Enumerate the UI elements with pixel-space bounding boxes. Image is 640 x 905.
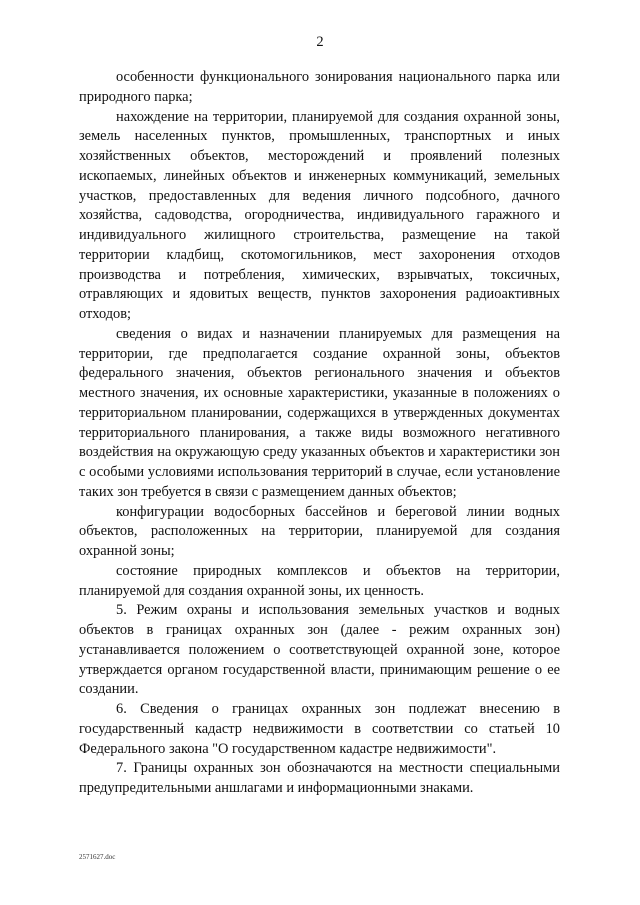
paragraph-water-basins: конфигурации водосборных бассейнов и береговой линии водных объектов, расположенных на территории, планируемой для создания охранной зоны; <box>79 503 560 559</box>
paragraph-clause-5: 5. Режим охраны и использования земельных участков и водных объектов в границах охранных зон (далее - режим охранных зон) устанавливается положением о соответствующей охранной зоне, которое утверждается органом государственной власти, принимающим решение о ее создании. <box>79 602 560 698</box>
paragraph-planned-objects: сведения о видах и назначении планируемых для размещения на территории, где предполагается создание охранной зоны, объектов федерального значения, объектов регионального значения и объектов местного значения, их основные характеристики, указанные в положениях о территориальном планировании, содержащихся в утвержденных документах территориального планирования, а также виды возможного негативного воздействия на окружающую среду указанных объектов и характеристики зон с особыми условиями использования территорий в случае, если установление таких зон требуется в связи с размещением данных объектов; <box>79 325 560 500</box>
document-body <box>79 68 560 799</box>
paragraph-zoning-features: особенности функционального зонирования национального парка или природного парка; <box>79 69 560 105</box>
paragraph-natural-complexes: состояние природных комплексов и объектов на территории, планируемой для создания охранной зоны, их ценность. <box>79 562 560 599</box>
document-file-code: 2571627.doc <box>79 853 116 861</box>
paragraph-clause-6: 6. Сведения о границах охранных зон подлежат внесению в государственный кадастр недвижимости в соответствии со статьей 10 Федерального закона "О государственном кадастре недвижимости". <box>79 701 560 757</box>
paragraph-clause-7: 7. Границы охранных зон обозначаются на местности специальными предупредительными аншлагами и информационными знаками. <box>79 760 560 796</box>
paragraph-land-objects: нахождение на территории, планируемой для создания охранной зоны, земель населенных пунктов, промышленных, транспортных и иных хозяйственных объектов, месторождений и проявлений полезных ископаемых, линейных объектов и инженерных коммуникаций, земельных участков, предоставленных для ведения личного подсобного, дачного хозяйства, садоводства, огородничества, индивидуального гаражного и индивидуального жилищного строительства, размещение на такой территории кладбищ, скотомогильников, мест захоронения отходов производства и потребления, химических, взрывчатых, токсичных, отравляющих и ядовитых веществ, пунктов захоронения радиоактивных отходов; <box>79 108 560 322</box>
page-number: 2 <box>316 34 324 50</box>
